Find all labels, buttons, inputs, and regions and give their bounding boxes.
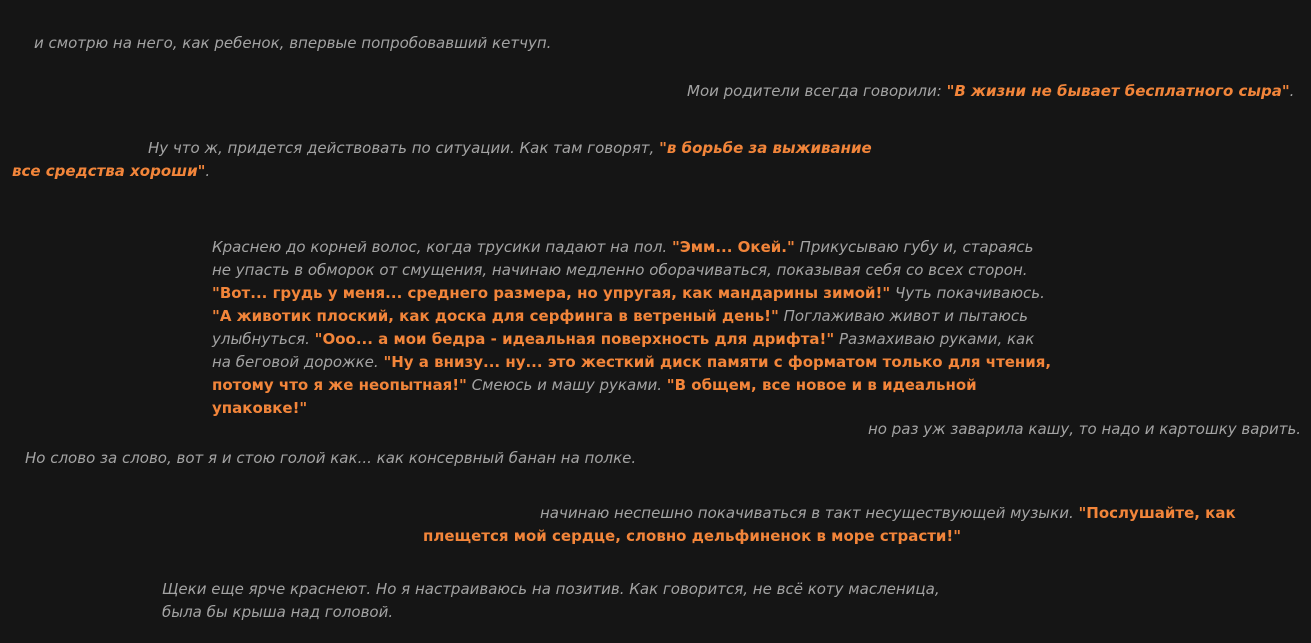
dialogue-text: "В общем, все новое и в идеальной упаковке!" (212, 376, 977, 417)
narration-text: начинаю неспешно покачиваться в такт несуществующей музыки. (540, 504, 1079, 522)
narration-paragraph (868, 418, 1308, 441)
dialogue-text: "А животик плоский, как доска для серфинга в ветреный день!" (212, 307, 779, 325)
narration-text: и смотрю на него, как ребенок, впервые попробовавший кетчуп. (34, 34, 552, 52)
narration-paragraph (162, 578, 962, 624)
narration-text: Поглаживаю живот и пытаюсь улыбнуться. (212, 307, 1029, 348)
narration-text: Чуть покачиваюсь. (890, 284, 1045, 302)
dialogue-text: "Послушайте, как плещется мой сердце, словно дельфиненок в море страсти!" (423, 504, 1236, 545)
narration-text: Мои родители всегда говорили: (687, 82, 947, 100)
quote-text: "В жизни не бывает бесплатного сыра" (946, 82, 1290, 100)
narration-text: Смеюсь и машу руками. (466, 376, 667, 394)
narration-paragraph (12, 137, 872, 183)
narration-text: Прикусываю губу и, стараясь не упасть в обморок от смущения, начинаю медленно оборачиваться, показывая себя со всех сторон. (212, 238, 1034, 279)
narration-text: Краснею до корней волос, когда трусики падают на пол. (212, 238, 672, 256)
narration-paragraph (25, 447, 725, 470)
narration-text: . (1289, 82, 1295, 100)
narration-text: Ну что ж, придется действовать по ситуации. Как там говорят, (148, 139, 660, 157)
narration-paragraph (34, 32, 734, 55)
narration-text: . (205, 162, 211, 180)
narration-paragraph (687, 80, 1307, 103)
narration-text: Но слово за слово, вот я и стою голой как... как консервный банан на полке. (25, 449, 637, 467)
narration-text: Щеки еще ярче краснеют. Но я настраиваюсь на позитив. Как говорится, не всё коту масленица, была бы крыша над головой. (162, 580, 940, 621)
dialogue-text: "Вот... грудь у меня... среднего размера, но упругая, как мандарины зимой!" (212, 284, 891, 302)
dialogue-text: "Эмм... Окей." (671, 238, 795, 256)
dialogue-paragraph (212, 236, 1052, 420)
dialogue-paragraph (423, 502, 1273, 548)
dialogue-text: "Ну а внизу... ну... это жесткий диск памяти с форматом только для чтения, потому что я же неопытная!" (212, 353, 1052, 394)
narration-text: Размахиваю руками, как на беговой дорожке. (212, 330, 1035, 371)
narration-text: но раз уж заварила кашу, то надо и картошку варить. (868, 420, 1302, 438)
dialogue-text: "Ооо... а мои бедра - идеальная поверхность для дрифта!" (314, 330, 835, 348)
quote-text: "в борьбе за выживание все средства хороши" (12, 139, 872, 180)
